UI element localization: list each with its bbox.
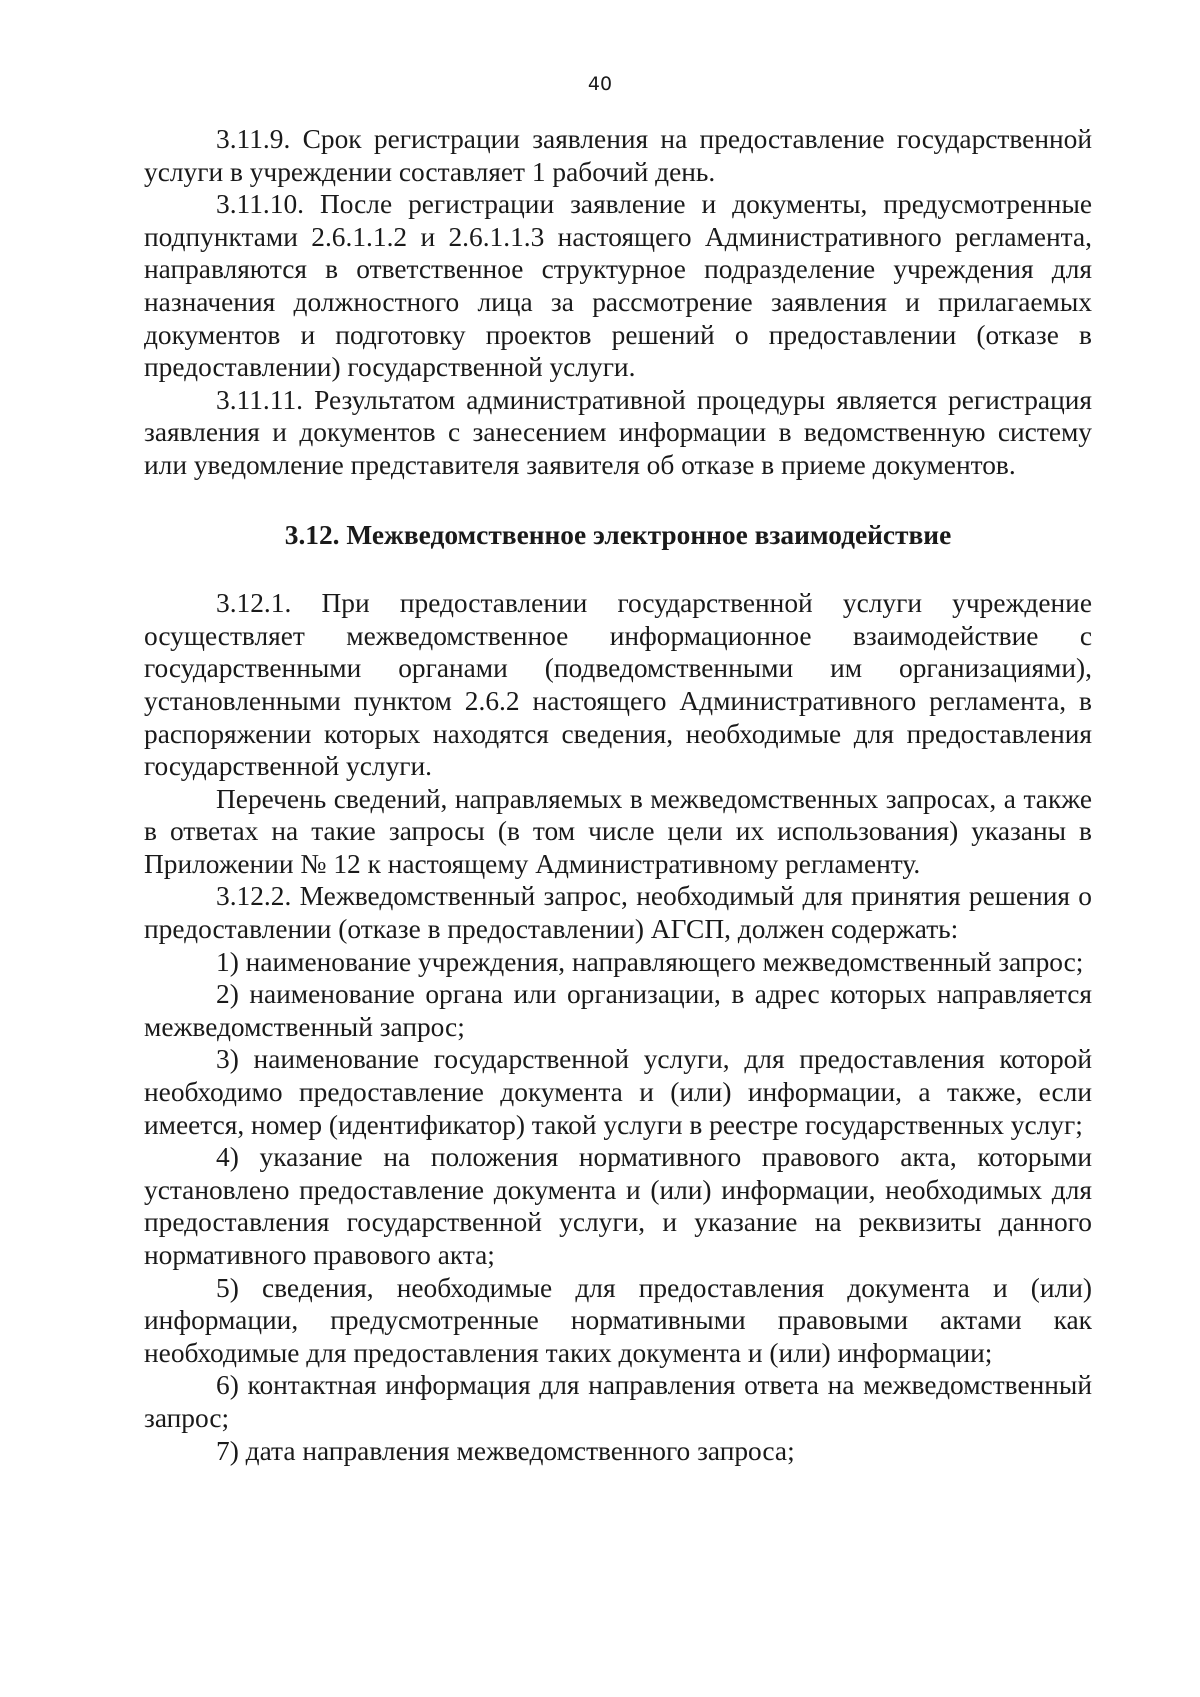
paragraph-3-11-10: 3.11.10. После регистрации заявление и документы, предусмотренные подпунктами 2.6.1.1.2 и 2.6.1.1.3 настоящего Административного регламента, направляются в ответственное структурное подразделение учреждения для назначения должностного лица за рассмотрение заявления и прилагаемых документов и подготовку проектов решений о предоставлении (отказе в предоставлении) государственной услуги. (144, 189, 1092, 383)
paragraph-3-11-11: 3.11.11. Результатом административной процедуры является регистрация заявления и документов с занесением информации в ведомственную систему или уведомление представителя заявителя об отказе в приеме документов. (144, 384, 1092, 480)
list-item-2: 2) наименование органа или организации, в адрес которых направляется межведомственный запрос; (144, 979, 1092, 1042)
paragraph-3-12-1: 3.12.1. При предоставлении государственной услуги учреждение осуществляет межведомственное информационное взаимодействие с государственными органами (подведомственными им организациями), установленными пунктом 2.6.2 настоящего Административного регламента, в распоряжении которых находятся сведения, необходимые для предоставления государственной услуги. (144, 588, 1092, 782)
list-item-4: 4) указание на положения нормативного правового акта, которыми установлено предоставление документа и (или) информации, необходимых для предоставления государственной услуги, и указание на реквизиты данного нормативного правового акта; (144, 1142, 1092, 1270)
list-item-1: 1) наименование учреждения, направляющего межведомственный запрос; (216, 946, 1084, 977)
page-number: 40 (587, 73, 613, 95)
list-item-6: 6) контактная информация для направления ответа на межведомственный запрос; (144, 1370, 1092, 1433)
paragraph-3-12-2: 3.12.2. Межведомственный запрос, необходимый для принятия решения о предоставлении (отказе в предоставлении) АГСП, должен содержать: (144, 881, 1092, 945)
paragraph-list-of-info: Перечень сведений, направляемых в межведомственных запросах, а также в ответах на такие запросы (в том числе цели их использования) указаны в Приложении № 12 к настоящему Административному регламенту. (144, 783, 1092, 879)
list-item-5: 5) сведения, необходимые для предоставления документа и (или) информации, предусмотренные нормативными правовыми актами как необходимые для предоставления таких документа и (или) информации; (144, 1272, 1092, 1368)
list-item-7: 7) дата направления межведомственного запроса; (216, 1435, 795, 1466)
list-item-3: 3) наименование государственной услуги, для предоставления которой необходимо предоставление документа и (или) информации, а также, если имеется, номер (идентификатор) такой услуги в реестре государственных услуг; (144, 1044, 1092, 1140)
paragraph-3-11-9: 3.11.9. Срок регистрации заявления на предоставление государственной услуги в учреждении составляет 1 рабочий день. (144, 124, 1092, 187)
document-body (144, 123, 1092, 1467)
section-heading: 3.12. Межведомственное электронное взаимодействие (284, 519, 952, 550)
